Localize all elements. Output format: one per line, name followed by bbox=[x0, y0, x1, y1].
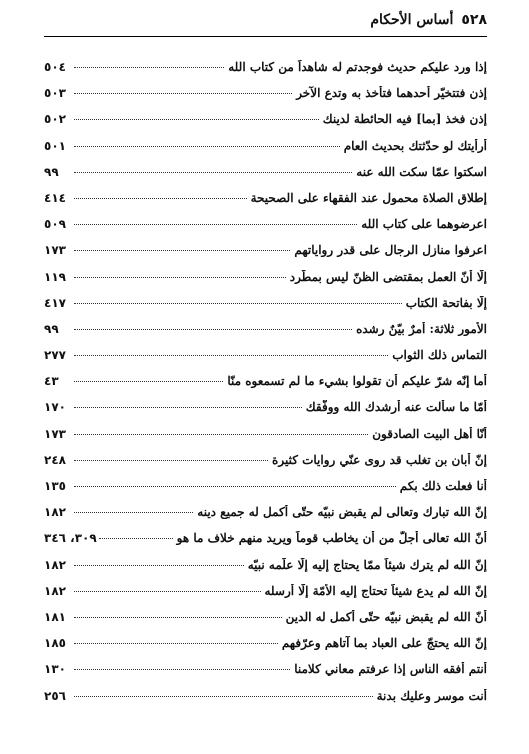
entry-text: أمّا ما سألت عنه أرشدك الله ووفّقك bbox=[305, 400, 487, 415]
header-rule bbox=[44, 36, 487, 37]
index-entry bbox=[44, 348, 487, 374]
index-entry bbox=[44, 86, 487, 112]
entry-page-number: ٩٩ bbox=[44, 164, 59, 179]
entry-page-number: ١٨٢ bbox=[44, 505, 66, 520]
index-entry bbox=[44, 610, 487, 636]
index-entry bbox=[44, 558, 487, 584]
dot-leader bbox=[74, 643, 278, 644]
entry-text: التماس ذلك الثواب bbox=[392, 348, 487, 363]
index-entry bbox=[44, 531, 487, 557]
index-entry bbox=[44, 60, 487, 86]
index-list bbox=[44, 60, 487, 715]
index-entry bbox=[44, 662, 487, 688]
index-entry bbox=[44, 165, 487, 191]
dot-leader bbox=[74, 93, 292, 94]
dot-leader bbox=[74, 696, 373, 697]
index-entry bbox=[44, 400, 487, 426]
dot-leader bbox=[74, 119, 319, 120]
index-entry bbox=[44, 427, 487, 453]
dot-leader bbox=[74, 565, 244, 566]
dot-leader bbox=[74, 224, 357, 225]
entry-page-number: ٥٠٤ bbox=[44, 60, 66, 74]
dot-leader bbox=[74, 277, 286, 278]
entry-text: إذن فخذ [بما] فيه الحائطة لدينك bbox=[322, 112, 487, 127]
entry-text: إذا ورد عليكم حديث فوجدتم له شاهداً من كتاب الله bbox=[228, 60, 487, 74]
entry-page-number: ١٣٥ bbox=[44, 479, 66, 493]
dot-leader bbox=[74, 381, 223, 382]
dot-leader bbox=[74, 591, 261, 592]
entry-text: إذن فتتخيّر أحدهما فتأخذ به وتدع الآخر bbox=[296, 86, 487, 101]
entry-text: أنّ الله لم يقبض نبيّه حتّى أكمل له الدين bbox=[285, 609, 487, 624]
entry-page-number: ١٣٠ bbox=[44, 662, 66, 677]
entry-text: أنّا أهل البيت الصادقون bbox=[372, 426, 487, 441]
entry-text: أنتم أفقه الناس إذا عرفتم معاني كلامنا bbox=[294, 662, 487, 677]
dot-leader bbox=[74, 669, 290, 670]
index-entry bbox=[44, 374, 487, 400]
entry-page-number: ٤١٤ bbox=[44, 190, 66, 205]
dot-leader bbox=[74, 617, 282, 618]
entry-page-number: ١٨١ bbox=[44, 609, 66, 624]
entry-text: إنّ الله لم يترك شيئاً ممّا يحتاج إليه إلّا علّمه نبيّه bbox=[247, 557, 487, 572]
dot-leader bbox=[74, 460, 268, 461]
index-entry bbox=[44, 296, 487, 322]
entry-text: إنّ أبان بن تغلب قد روى عنّي روايات كثيرة bbox=[272, 452, 487, 467]
dot-leader bbox=[74, 198, 247, 199]
entry-page-number: ٢٤٨ bbox=[44, 452, 66, 467]
entry-text: إنّ الله يحتجّ على العباد بما آتاهم وعرّفهم bbox=[281, 636, 487, 651]
dot-leader bbox=[74, 512, 193, 513]
entry-text: الأمور ثلاثة: أمرٌ بيّنٌ رشده bbox=[356, 321, 487, 336]
entry-text: اسكتوا عمّا سكت الله عنه bbox=[356, 164, 487, 179]
dot-leader bbox=[74, 407, 302, 408]
entry-page-number: ١١٩ bbox=[44, 269, 66, 284]
entry-text: أرأيتك لو حدّثتك بحديث العام bbox=[343, 138, 487, 153]
index-entry bbox=[44, 636, 487, 662]
entry-page-number: ٢٥٦ bbox=[44, 688, 66, 703]
dot-leader bbox=[74, 355, 388, 356]
entry-text: إنّ الله تبارك وتعالى لم يقبض نبيّه حتّى أكمل له جميع دينه bbox=[197, 505, 487, 520]
entry-text: اعرضوهما على كتاب الله bbox=[361, 217, 487, 232]
entry-page-number: ٥٠٣ bbox=[44, 86, 66, 101]
entry-text: أنت موسر وعليك بدنة bbox=[376, 688, 487, 703]
index-entry bbox=[44, 139, 487, 165]
index-entry bbox=[44, 505, 487, 531]
index-entry bbox=[44, 112, 487, 138]
dot-leader bbox=[99, 538, 173, 539]
entry-page-number: ١٧٣ bbox=[44, 243, 66, 258]
index-entry bbox=[44, 270, 487, 296]
entry-text: أما إنّه شرّ عليكم أن تقولوا بشيء ما لم تسمعوه منّا bbox=[227, 374, 487, 389]
index-entry bbox=[44, 322, 487, 348]
entry-text: أنّ الله تعالى أجلّ من أن يخاطب قوماً ويريد منهم خلاف ما هو bbox=[176, 531, 487, 546]
entry-page-number: ٤٣ bbox=[44, 374, 59, 389]
index-entry bbox=[44, 453, 487, 479]
page-number: ٥٢٨ bbox=[461, 12, 487, 28]
dot-leader bbox=[74, 146, 340, 147]
entry-text: إطلاق الصلاة محمول عند الفقهاء على الصحيحة bbox=[250, 190, 487, 205]
index-entry bbox=[44, 584, 487, 610]
page-header bbox=[370, 12, 487, 28]
entry-page-number: ٤١٧ bbox=[44, 295, 66, 310]
book-title: أساس الأحكام bbox=[370, 12, 454, 28]
dot-leader bbox=[74, 486, 396, 487]
entry-page-number: ٢٧٧ bbox=[44, 348, 66, 363]
entry-page-number: ١٧٣ bbox=[44, 426, 66, 441]
entry-page-number: ١٨٥ bbox=[44, 636, 66, 651]
entry-page-number: ٣٠٩، ٣٤٦ bbox=[44, 531, 97, 546]
dot-leader bbox=[74, 172, 352, 173]
index-entry bbox=[44, 191, 487, 217]
entry-page-number: ٩٩ bbox=[44, 321, 59, 336]
entry-page-number: ١٧٠ bbox=[44, 400, 66, 415]
entry-page-number: ١٨٢ bbox=[44, 583, 66, 598]
entry-text: إلّا أنّ العمل بمقتضى الظنّ ليس بمطّرد bbox=[289, 269, 487, 284]
dot-leader bbox=[74, 250, 290, 251]
entry-text: اعرفوا منازل الرجال على قدر رواياتهم bbox=[294, 243, 487, 258]
index-entry bbox=[44, 479, 487, 505]
index-entry bbox=[44, 243, 487, 269]
index-entry bbox=[44, 689, 487, 715]
entry-text: إنّ الله لم يدع شيئاً تحتاج إليه الأُمّة إلّا أرسله bbox=[264, 583, 487, 598]
dot-leader bbox=[74, 67, 224, 68]
dot-leader bbox=[74, 329, 352, 330]
entry-text: أنا فعلت ذلك بكم bbox=[399, 479, 487, 493]
entry-page-number: ١٨٢ bbox=[44, 557, 66, 572]
entry-page-number: ٥٠٩ bbox=[44, 217, 66, 232]
dot-leader bbox=[74, 303, 402, 304]
entry-text: إلّا بفاتحة الكتاب bbox=[405, 295, 487, 310]
entry-page-number: ٥٠١ bbox=[44, 138, 66, 153]
index-entry bbox=[44, 217, 487, 243]
dot-leader bbox=[74, 434, 368, 435]
entry-page-number: ٥٠٢ bbox=[44, 112, 66, 127]
